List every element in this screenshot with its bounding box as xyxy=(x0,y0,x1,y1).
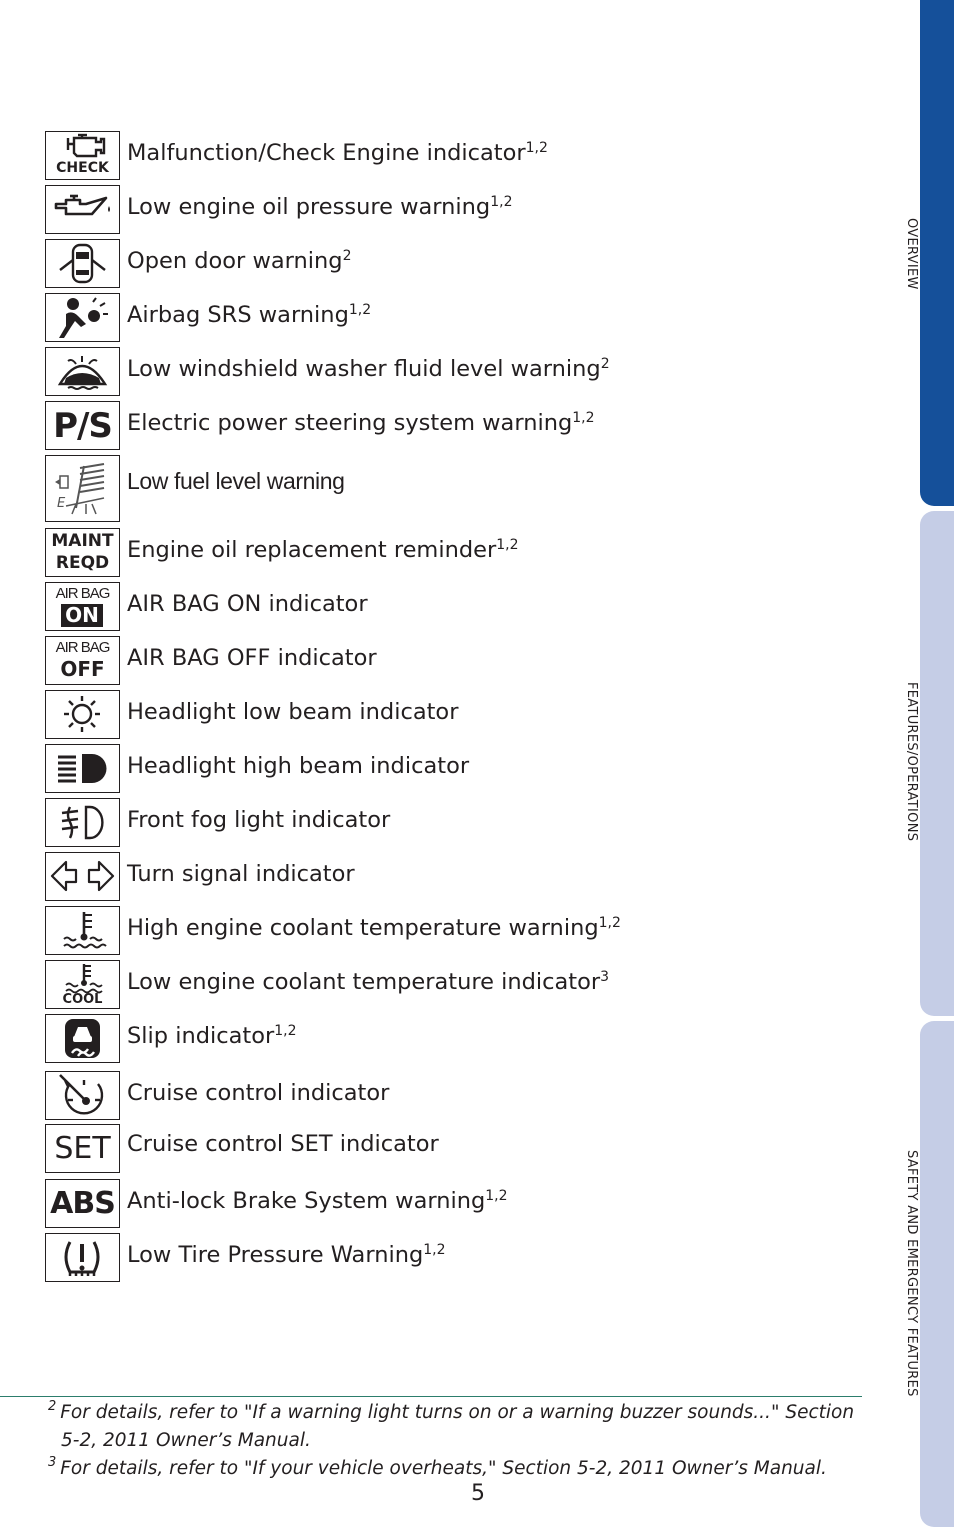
indicator-label: Cruise control SET indicator xyxy=(127,1131,439,1157)
maint-icon-text: MAINT xyxy=(51,531,114,551)
tab-features-operations[interactable] xyxy=(920,511,954,1016)
tab-features-label: FEATURES/OPERATIONS xyxy=(904,682,919,842)
indicator-label: Airbag SRS warning$^{1,2}$ xyxy=(127,302,372,328)
airbag-on-top-text: AIR BAG xyxy=(55,585,110,602)
indicator-label: Cruise control indicator xyxy=(127,1080,390,1106)
indicator-label: High engine coolant temperature warning$^{1,2}$ xyxy=(127,915,621,941)
maint-reqd-icon xyxy=(45,528,120,577)
indicator-label: AIR BAG OFF indicator xyxy=(127,645,377,671)
abs-icon xyxy=(45,1179,120,1228)
cruise-control-icon xyxy=(45,1071,120,1120)
check-engine-icon xyxy=(45,131,120,180)
tab-overview-label: OVERVIEW xyxy=(904,218,919,290)
indicator-label: Low engine oil pressure warning$^{1,2}$ xyxy=(127,194,513,220)
oil-can-icon xyxy=(45,185,120,234)
indicator-label: AIR BAG ON indicator xyxy=(127,591,368,617)
indicator-label: Slip indicator$^{1,2}$ xyxy=(127,1023,297,1049)
indicator-label: Front fog light indicator xyxy=(127,807,391,833)
coolant-cool-icon-text: COOL xyxy=(62,992,103,1007)
indicator-label: Low fuel level warning xyxy=(127,468,345,494)
check-engine-icon-text: CHECK xyxy=(56,160,109,176)
indicator-label: Low engine coolant temperature indicator$^3$ xyxy=(127,969,610,995)
indicator-label: Turn signal indicator xyxy=(127,861,355,887)
footnote-2: $^2$ For details, refer to "If a warning light turns on or a warning buzzer sounds..." Section xyxy=(48,1399,855,1423)
fuel-gauge-icon-text: E xyxy=(57,496,66,511)
indicator-label: Anti-lock Brake System warning$^{1,2}$ xyxy=(127,1188,508,1214)
power-steering-icon-text: P/S xyxy=(53,406,112,446)
low-beam-icon xyxy=(45,690,120,739)
washer-fluid-icon xyxy=(45,347,120,396)
tab-safety-label: SAFETY AND EMERGENCY FEATURES xyxy=(904,1150,919,1397)
footnote-3: $^3$ For details, refer to "If your vehicle overheats," Section 5-2, 2011 Owner’s Manual. xyxy=(48,1455,827,1479)
tab-overview[interactable] xyxy=(920,0,954,506)
indicator-label: Headlight high beam indicator xyxy=(127,753,470,779)
airbag-off-state-text: OFF xyxy=(60,657,105,681)
high-beam-icon xyxy=(45,744,120,793)
slip-icon xyxy=(45,1014,120,1063)
footnote-2-continued: 5-2, 2011 Owner’s Manual. xyxy=(61,1430,311,1451)
fog-light-icon xyxy=(45,798,120,847)
cruise-set-icon-text: SET xyxy=(54,1131,111,1166)
abs-icon-text: ABS xyxy=(50,1186,115,1221)
indicator-label: Headlight low beam indicator xyxy=(127,699,459,725)
indicator-label: Open door warning$^2$ xyxy=(127,248,352,274)
open-door-icon xyxy=(45,239,120,288)
reqd-icon-text: REQD xyxy=(55,553,110,573)
turn-signal-icon xyxy=(45,852,120,901)
tab-safety-emergency[interactable] xyxy=(920,1021,954,1527)
indicator-label: Engine oil replacement reminder$^{1,2}$ xyxy=(127,537,519,563)
page-number: 5 xyxy=(471,1481,485,1506)
cruise-set-icon xyxy=(45,1124,120,1173)
coolant-cool-icon xyxy=(45,960,120,1009)
airbag-person-icon xyxy=(45,293,120,342)
coolant-temp-icon xyxy=(45,906,120,955)
indicator-label: Low windshield washer fluid level warning$^2$ xyxy=(127,356,610,382)
footnote-divider xyxy=(0,1396,862,1397)
airbag-on-state-text: ON xyxy=(61,604,103,627)
airbag-off-icon xyxy=(45,636,120,685)
tire-pressure-icon xyxy=(45,1233,120,1282)
power-steering-icon xyxy=(45,401,120,450)
fuel-gauge-icon xyxy=(45,455,120,522)
indicator-label: Electric power steering system warning$^{1,2}$ xyxy=(127,410,595,436)
indicator-label: Malfunction/Check Engine indicator$^{1,2}$ xyxy=(127,140,548,166)
indicator-label: Low Tire Pressure Warning$^{1,2}$ xyxy=(127,1242,446,1268)
airbag-off-top-text: AIR BAG xyxy=(55,639,110,656)
airbag-on-icon xyxy=(45,582,120,631)
